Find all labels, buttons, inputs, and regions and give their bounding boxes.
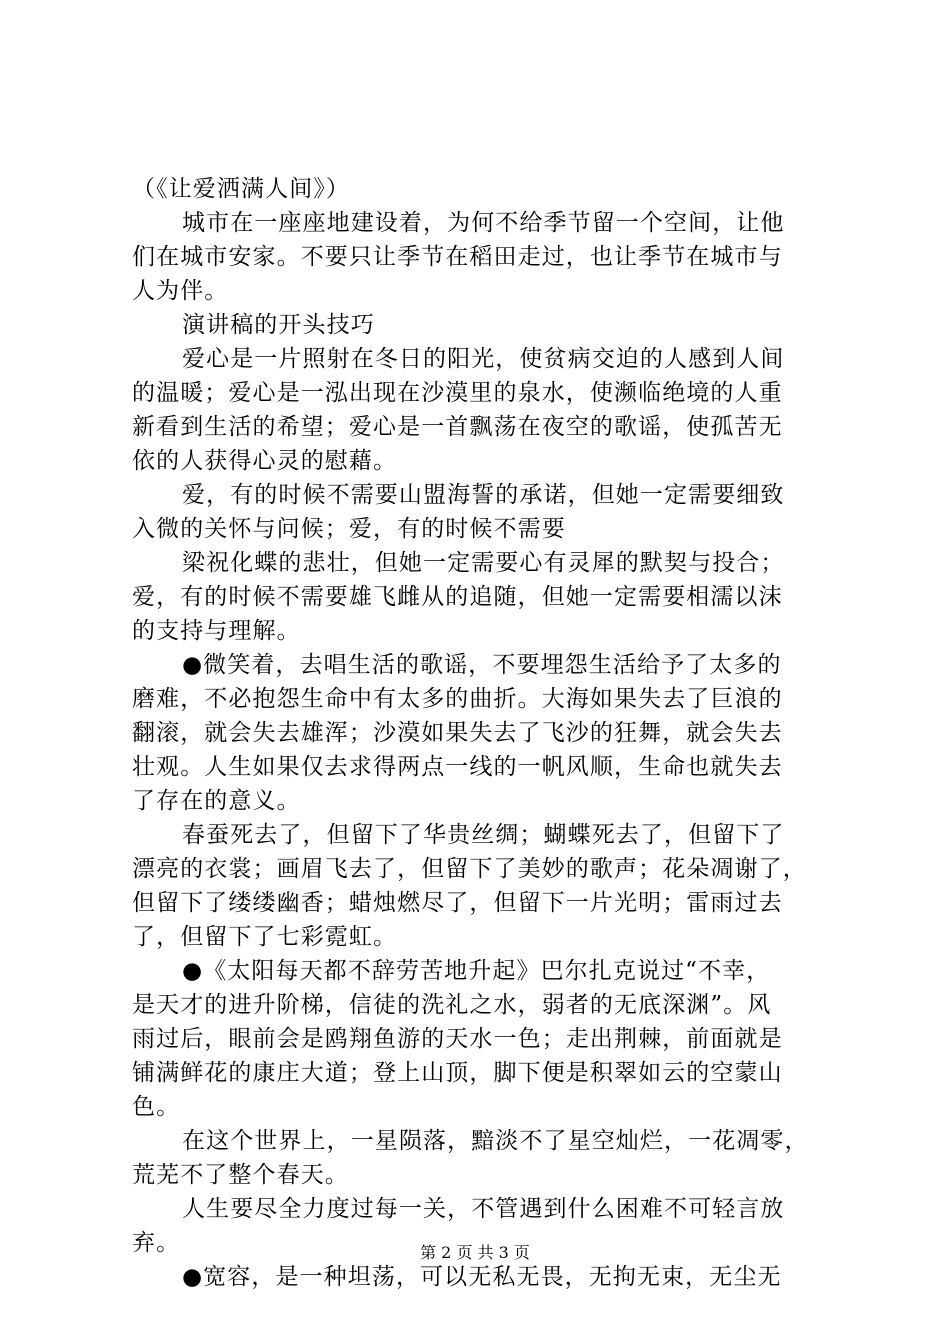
text-line: 入微的关怀与问候；爱，有的时候不需要 xyxy=(132,516,566,542)
text-line: 但留下了缕缕幽香；蜡烛燃尽了，但留下一片光明；雷雨过去 xyxy=(132,890,783,916)
text-line: 漂亮的衣裳；画眉飞去了，但留下了美妙的歌声；花朵凋谢了， xyxy=(132,856,807,882)
text-line: 是天才的进升阶梯，信徒的洗礼之水，弱者的无底深渊”。风 xyxy=(132,992,772,1018)
paragraph xyxy=(132,478,832,546)
text-line: 磨难，不必抱怨生命中有太多的曲折。大海如果失去了巨浪的 xyxy=(132,686,783,712)
paragraph xyxy=(132,308,832,342)
text-line: 在这个世界上，一星陨落，黯淡不了星空灿烂，一花凋零， xyxy=(182,1128,809,1154)
paragraph xyxy=(132,342,832,478)
text-line: 人为伴。 xyxy=(132,278,229,304)
paragraph xyxy=(132,206,832,308)
text-line: 们在城市安家。不要只让季节在稻田走过，也让季节在城市与 xyxy=(132,244,783,270)
text-line: 的温暖；爱心是一泓出现在沙漠里的泉水，使濒临绝境的人重 xyxy=(132,380,783,406)
text-line: 梁祝化蝶的悲壮，但她一定需要心有灵犀的默契与投合； xyxy=(182,550,785,576)
paragraph xyxy=(132,546,832,648)
text-line: 雨过后，眼前会是鸥翔鱼游的天水一色；走出荆棘，前面就是 xyxy=(132,1026,783,1052)
text-line: 的支持与理解。 xyxy=(132,618,301,644)
text-line: 人生要尽全力度过每一关，不管遇到什么困难不可轻言放 xyxy=(182,1196,785,1222)
text-line: 春蚕死去了，但留下了华贵丝绸；蝴蝶死去了，但留下了 xyxy=(182,822,785,848)
text-line: 爱，有的时候不需要山盟海誓的承诺，但她一定需要细致 xyxy=(182,482,785,508)
text-line: 了，但留下了七彩霓虹。 xyxy=(132,924,398,950)
text-line: 色。 xyxy=(132,1094,181,1120)
paragraph xyxy=(132,1260,832,1294)
text-line: 翻滚，就会失去雄浑；沙漠如果失去了飞沙的狂舞，就会失去 xyxy=(132,720,783,746)
text-line: 壮观。人生如果仅去求得两点一线的一帆风顺，生命也就失去 xyxy=(132,754,783,780)
text-line: 依的人获得心灵的慰藉。 xyxy=(132,448,398,474)
text-line: 铺满鲜花的康庄大道；登上山顶，脚下便是积翠如云的空蒙山 xyxy=(132,1060,783,1086)
text-line: 爱，有的时候不需要雄飞雌从的追随，但她一定需要相濡以沫 xyxy=(132,584,783,610)
paragraph xyxy=(132,1124,832,1192)
text-line: 了存在的意义。 xyxy=(132,788,301,814)
paragraph xyxy=(132,172,832,206)
paragraph xyxy=(132,648,832,818)
text-line: 演讲稿的开头技巧 xyxy=(182,312,375,338)
text-line: ●宽容，是一种坦荡，可以无私无畏，无拘无束，无尘无 xyxy=(182,1264,782,1290)
paragraph xyxy=(132,954,832,1124)
text-line: ●《太阳每天都不辞劳苦地升起》巴尔扎克说过“不幸， xyxy=(182,958,771,984)
text-line: （《让爱洒满人间》） xyxy=(132,176,350,202)
page-footer: 第 2 页 共 3 页 xyxy=(420,1243,530,1262)
text-line: 爱心是一片照射在冬日的阳光，使贫病交迫的人感到人间 xyxy=(182,346,785,372)
text-line: ●微笑着，去唱生活的歌谣，不要埋怨生活给予了太多的 xyxy=(182,652,782,678)
text-line: 弃。 xyxy=(132,1230,181,1256)
text-line: 荒芜不了整个春天。 xyxy=(132,1162,349,1188)
paragraph xyxy=(132,818,832,954)
document-body xyxy=(132,172,832,1294)
text-line: 城市在一座座地建设着，为何不给季节留一个空间，让他 xyxy=(182,210,785,236)
text-line: 新看到生活的希望；爱心是一首飘荡在夜空的歌谣，使孤苦无 xyxy=(132,414,783,440)
